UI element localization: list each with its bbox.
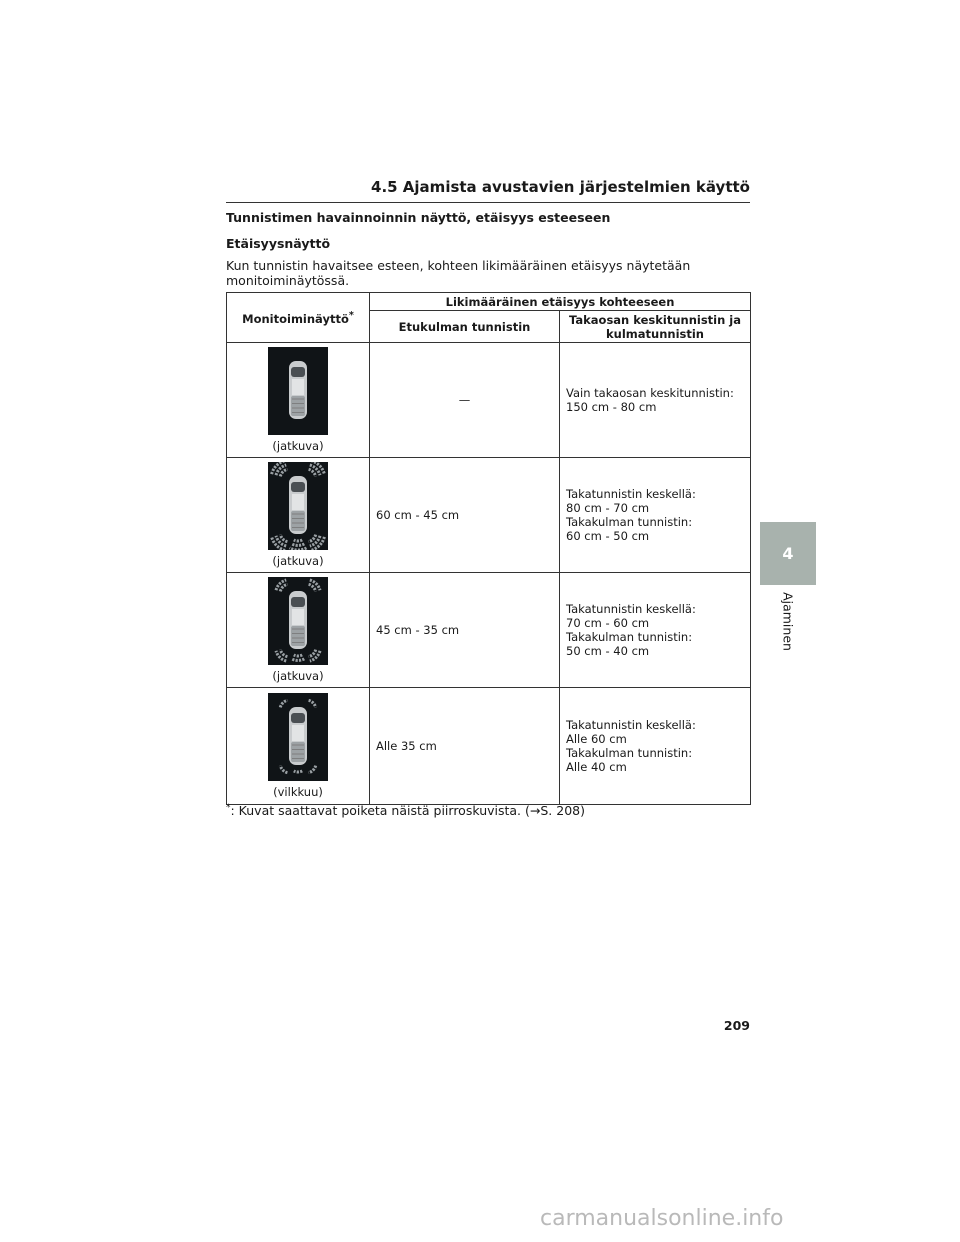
front-distance-cell: 60 cm - 45 cm (370, 458, 560, 573)
table-row (227, 573, 751, 688)
display-caption: (jatkuva) (272, 439, 324, 453)
car-roof-icon (292, 725, 304, 741)
section-header: 4.5 Ajamista avustavien järjestelmien käyttö (226, 178, 750, 203)
col-header-rear-line: kulmatunnistin (606, 326, 704, 341)
chapter-number: 4 (782, 544, 794, 563)
sensor-display-icon (268, 347, 328, 435)
rear-distance-line: Alle 60 cm (566, 732, 627, 746)
rear-distance-line: Takatunnistin keskellä: (566, 602, 696, 616)
col-header-rear (560, 311, 751, 343)
watermark: carmanualsonline.info (540, 1206, 784, 1231)
footnote (226, 803, 585, 818)
rear-distance-line: Takakulman tunnistin: (566, 630, 693, 644)
col-header-monitor (227, 293, 370, 343)
col-header-rear-line: Takaosan keskitunnistin ja (569, 312, 741, 327)
car-roof-icon (292, 609, 304, 625)
chapter-label: Ajaminen (780, 592, 796, 651)
monitor-display-cell (227, 573, 370, 688)
chapter-tab (760, 522, 816, 585)
car-windshield-icon (291, 482, 305, 492)
monitor-display-cell (227, 688, 370, 805)
table-row (227, 458, 751, 573)
car-windshield-icon (291, 597, 305, 607)
rear-center-sensor-arc (294, 540, 302, 541)
rear-distance-cell (560, 688, 751, 805)
front-distance-cell: Alle 35 cm (370, 688, 560, 805)
sensor-display-icon (268, 462, 328, 550)
main-heading: Tunnistimen havainnoinnin näyttö, etäisyys esteeseen (226, 210, 611, 225)
rear-distance-cell (560, 573, 751, 688)
car-windshield-icon (291, 367, 305, 377)
rear-distance-line: 80 cm - 70 cm (566, 501, 650, 515)
rear-center-sensor-arc (294, 655, 302, 656)
rear-center-sensor-arc (294, 771, 302, 772)
car-roof-icon (292, 379, 304, 395)
monitor-display-cell (227, 343, 370, 458)
rear-distance-line: 50 cm - 40 cm (566, 644, 650, 658)
table-row (227, 688, 751, 805)
front-distance-cell (370, 343, 560, 458)
intro-paragraph (226, 258, 746, 288)
rear-distance-line: Takakulman tunnistin: (566, 515, 693, 529)
table-row (227, 343, 751, 458)
display-caption: (jatkuva) (272, 554, 324, 568)
sensor-display-icon (268, 577, 328, 665)
intro-line: monitoiminäytössä. (226, 273, 350, 288)
col-header-front: Etukulman tunnistin (370, 311, 560, 343)
display-caption: (vilkkuu) (273, 785, 323, 799)
footnote-mark: * (348, 310, 354, 322)
footnote-text: : Kuvat saattavat poiketa näistä piirroskuvista. (→S. 208) (230, 803, 585, 819)
rear-distance-line: Takakulman tunnistin: (566, 746, 693, 760)
intro-line: Kun tunnistin havaitsee esteen, kohteen likimääräinen etäisyys näytetään (226, 258, 691, 273)
front-distance-cell: 45 cm - 35 cm (370, 573, 560, 688)
rear-distance-line: Alle 40 cm (566, 760, 627, 774)
footnote-mark: * (226, 803, 231, 813)
page-number: 209 (723, 1018, 750, 1033)
rear-distance-line: Vain takaosan keskitunnistin: (566, 386, 734, 400)
car-windshield-icon (291, 713, 305, 723)
monitor-display-cell (227, 458, 370, 573)
col-header-monitor-label: Monitoiminäyttö (242, 311, 349, 326)
sub-heading: Etäisyysnäyttö (226, 236, 331, 251)
rear-distance-line: 150 cm - 80 cm (566, 400, 657, 414)
car-roof-icon (292, 494, 304, 510)
col-header-group: Likimääräinen etäisyys kohteeseen (370, 293, 751, 311)
distance-table (226, 292, 751, 805)
rear-distance-cell (560, 458, 751, 573)
rear-distance-line: 70 cm - 60 cm (566, 616, 650, 630)
rear-distance-cell (560, 343, 751, 458)
front-distance-value: — (458, 393, 471, 407)
rear-distance-line: Takatunnistin keskellä: (566, 718, 696, 732)
display-caption: (jatkuva) (272, 669, 324, 683)
rear-distance-line: 60 cm - 50 cm (566, 529, 650, 543)
rear-distance-line: Takatunnistin keskellä: (566, 487, 696, 501)
sensor-display-icon (268, 693, 328, 781)
